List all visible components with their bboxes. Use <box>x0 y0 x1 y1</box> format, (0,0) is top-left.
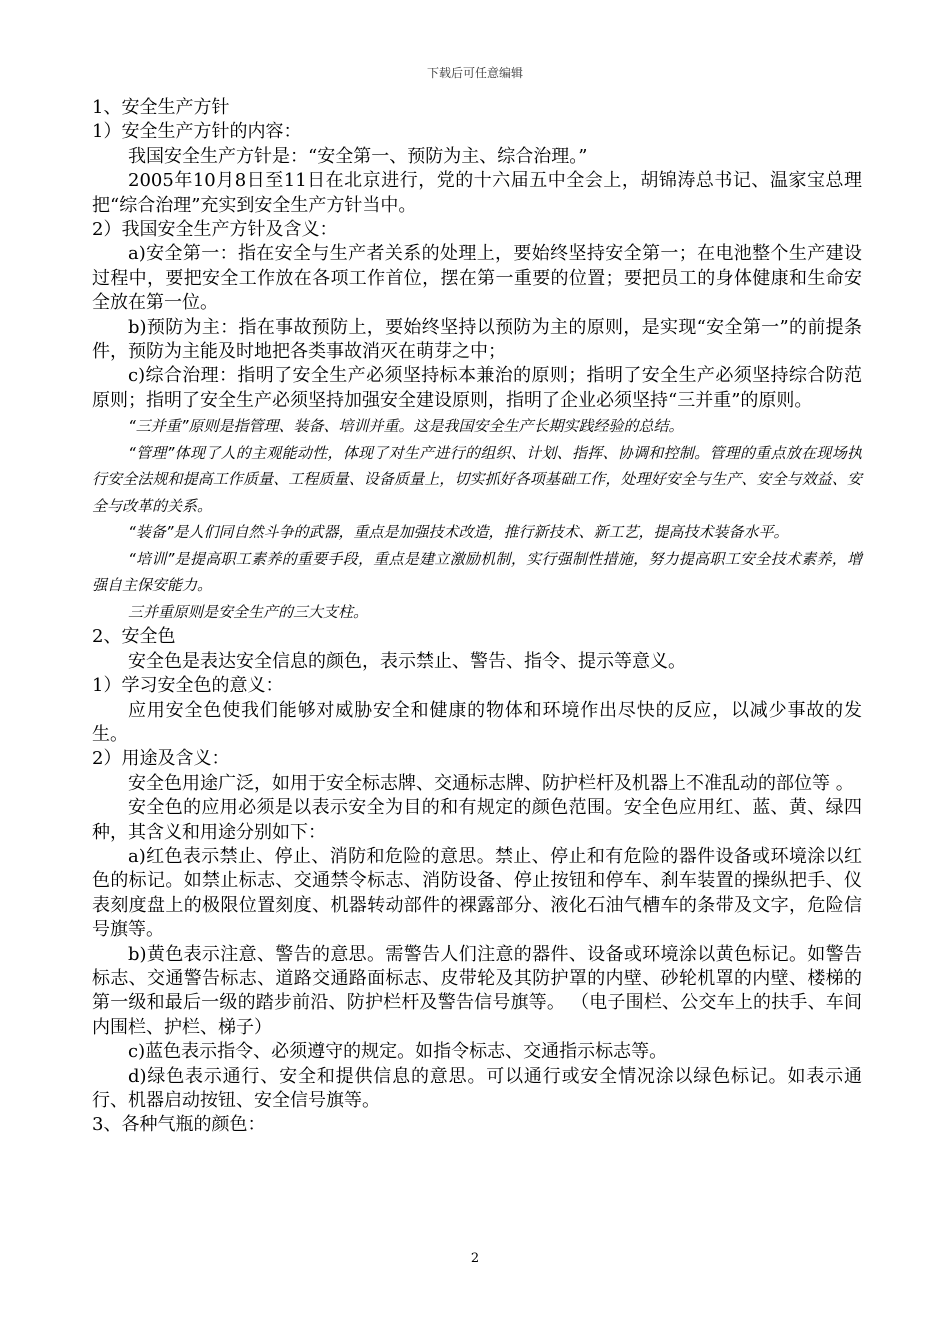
paragraph: 安全色是表达安全信息的颜色，表示禁止、警告、指令、提示等意义。 <box>128 650 686 672</box>
paragraph: “管理”体现了人的主观能动性，体现了对生产进行的组织、计划、指挥、协调和控制。管理的重点放在现场执行安全法规和提高工作质量、工程质量、设备质量上，切实抓好各项基础工作，处理好安全与生产、安全与效益、安全与改革的关系。 <box>92 443 862 515</box>
paragraph: 三并重原则是安全生产的三大支柱。 <box>128 602 369 621</box>
paragraph: a)红色表示禁止、停止、消防和危险的意思。禁止、停止和有危险的器件设备或环境涂以红色的标记。如禁止标志、交通禁令标志、消防设备、停止按钮和停车、刹车装置的操纵把手、仪表刻度盘上的极限位置刻度、机器转动部件的裸露部分、液化石油气槽车的条带及文字，危险信号旗等。 <box>92 845 862 941</box>
paragraph: c)综合治理：指明了安全生产必须坚持标本兼治的原则；指明了安全生产必须坚持综合防范原则；指明了安全生产必须坚持加强安全建设原则，指明了企业必须坚持“三并重”的原则。 <box>92 365 862 411</box>
page-header: 下载后可任意编辑 <box>426 66 523 80</box>
page-number: 2 <box>470 1251 480 1266</box>
paragraph: “三并重”原则是指管理、装备、培训并重。这是我国安全生产长期实践经验的总结。 <box>128 417 684 436</box>
paragraph: 安全色用途广泛，如用于安全标志牌、交通标志牌、防护栏杆及机器上不准乱动的部位等 。 <box>128 772 854 794</box>
paragraph: 2005年10月8日至11日在北京进行，党的十六届五中全会上，胡锦涛总书记、温家宝总理把“综合治理”充实到安全生产方针当中。 <box>92 170 862 216</box>
paragraph: 3、各种气瓶的颜色： <box>92 1114 266 1136</box>
paragraph: 1）安全生产方针的内容： <box>92 121 302 143</box>
paragraph: 1）学习安全色的意义： <box>92 675 284 697</box>
paragraph: b)预防为主：指在事故预防上，要始终坚持以预防为主的原则，是实现“安全第一”的前提条件，预防为主能及时地把各类事故消灭在萌芽之中； <box>92 316 862 363</box>
paragraph: c)蓝色表示指令、必须遵守的规定。如指令标志、交通指示标志等。 <box>128 1041 668 1063</box>
paragraph: 安全色的应用必须是以表示安全为目的和有规定的颜色范围。安全色应用红、蓝、黄、绿四种，其含义和用途分别如下： <box>92 797 862 843</box>
paragraph: 2、安全色 <box>92 626 176 648</box>
paragraph: 2）用途及含义： <box>92 748 230 770</box>
paragraph: “培训”是提高职工素养的重要手段，重点是建立激励机制，实行强制性措施，努力提高职工安全技术素养，增强自主保安能力。 <box>92 549 862 595</box>
paragraph: 2）我国安全生产方针及含义： <box>92 219 338 241</box>
document-body <box>92 96 862 1138</box>
paragraph: d)绿色表示通行、安全和提供信息的意思。可以通行或安全情况涂以绿色标记。如表示通行、机器启动按钮、安全信号旗等。 <box>92 1065 862 1111</box>
paragraph: a)安全第一：指在安全与生产者关系的处理上，要始终坚持安全第一；在电池整个生产建设过程中，要把安全工作放在各项工作首位，摆在第一重要的位置；要把员工的身体健康和生命安全放在第一位。 <box>92 243 862 314</box>
paragraph: 我国安全生产方针是：“安全第一、预防为主、综合治理。” <box>128 145 588 167</box>
paragraph: 1、安全生产方针 <box>92 97 230 118</box>
paragraph: b)黄色表示注意、警告的意思。需警告人们注意的器件、设备或环境涂以黄色标记。如警告标志、交通警告标志、道路交通路面标志、皮带轮及其防护罩的内壁、砂轮机罩的内壁、楼梯的第一级和最后一级的踏步前沿、防护栏杆及警告信号旗等。 （电子围栏、公交车上的扶手、车间内围栏、护栏、梯子） <box>92 943 862 1038</box>
paragraph: 应用安全色使我们能够对威胁安全和健康的物体和环境作出尽快的反应，以减少事故的发生。 <box>92 699 862 745</box>
paragraph: “装备”是人们同自然斗争的武器，重点是加强技术改造，推行新技术、新工艺，提高技术装备水平。 <box>128 523 789 542</box>
